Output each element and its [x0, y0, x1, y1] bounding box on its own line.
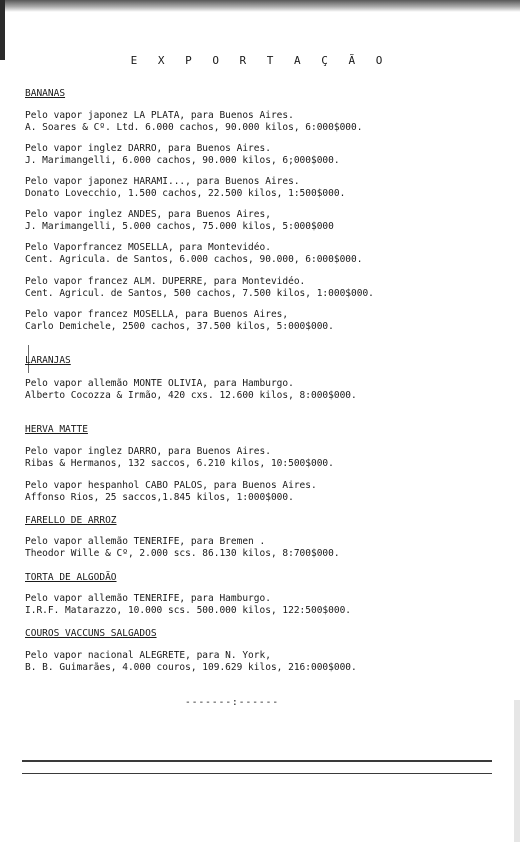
entry-line: Pelo vapor allemão TENERIFE, para Bremen . [25, 536, 266, 547]
section-heading-couros-vaccuns-salgados: COUROS VACCUNS SALGADOS [25, 628, 157, 639]
entry-line: Pelo vapor japonez HARAMI..., para Buenos Aires. [25, 176, 300, 187]
entry-line: I.R.F. Matarazzo, 10.000 scs. 500.000 kilos, 122:500$000. [25, 605, 352, 616]
entry-line: Cent. Agricul. de Santos, 500 cachos, 7.500 kilos, 1:000$000. [25, 288, 374, 299]
entry-line: Pelo vapor inglez DARRO, para Buenos Aires. [25, 143, 271, 154]
section-separator: -------:------ [185, 697, 280, 708]
document-title: E X P O R T A Ç Ã O [130, 54, 390, 67]
entry-line: Pelo vapor japonez LA PLATA, para Buenos Aires. [25, 110, 294, 121]
footer-rule [22, 773, 492, 774]
entry-line: Affonso Rios, 25 saccos,1.845 kilos, 1:000$000. [25, 492, 294, 503]
entry-line: Pelo vapor hespanhol CABO PALOS, para Buenos Aires. [25, 480, 317, 491]
entry-line: Carlo Demichele, 2500 cachos, 37.500 kilos, 5:000$000. [25, 321, 334, 332]
entry-line: Cent. Agricula. de Santos, 6.000 cachos, 90.000, 6:000$000. [25, 254, 363, 265]
section-heading-laranjas: LARANJAS [25, 355, 71, 366]
entry-line: Ribas & Hermanos, 132 saccos, 6.210 kilos, 10:500$000. [25, 458, 334, 469]
section-heading-bananas: BANANAS [25, 88, 66, 99]
entry-line: Pelo vapor allemão MONTE OLIVIA, para Hamburgo. [25, 378, 294, 389]
entry-line: A. Soares & Cº. Ltd. 6.000 cachos, 90.000 kilos, 6:000$000. [25, 122, 363, 133]
entry-line: Pelo vapor nacional ALEGRETE, para N. York, [25, 650, 271, 661]
entry-line: Donato Lovecchio, 1.500 cachos, 22.500 kilos, 1:500$000. [25, 188, 346, 199]
entry-line: Pelo vapor allemão TENERIFE, para Hamburgo. [25, 593, 271, 604]
entry-line: Pelo Vaporfrancez MOSELLA, para Montevidéo. [25, 242, 271, 253]
section-heading-herva-matte: HERVA MATTE [25, 424, 88, 435]
entry-line: Theodor Wille & Cº, 2.000 scs. 86.130 kilos, 8:700$000. [25, 548, 340, 559]
section-heading-farello-de-arroz: FARELLO DE ARROZ [25, 515, 117, 526]
entry-line: Pelo vapor inglez DARRO, para Buenos Aires. [25, 446, 271, 457]
entry-line: J. Marimangelli, 5.000 cachos, 75.000 kilos, 5:000$000 [25, 221, 334, 232]
entry-line: J. Marimangelli, 6.000 cachos, 90.000 kilos, 6;000$000. [25, 155, 340, 166]
entry-line: Pelo vapor inglez ANDES, para Buenos Aires, [25, 209, 271, 220]
entry-line: Alberto Cocozza & Irmão, 420 cxs. 12.600 kilos, 8:000$000. [25, 390, 357, 401]
scan-right-edge [514, 700, 520, 842]
section-heading-torta-de-algodao: TORTA DE ALGODÃO [25, 572, 117, 583]
entry-line: Pelo vapor francez MOSELLA, para Buenos Aires, [25, 309, 289, 320]
scan-top-edge [0, 0, 520, 12]
scan-left-mark [0, 0, 5, 60]
footer-rule [22, 760, 492, 762]
entry-line: B. B. Guimarães, 4.000 couros, 109.629 kilos, 216:000$000. [25, 662, 357, 673]
entry-line: Pelo vapor francez ALM. DUPERRE, para Montevidéo. [25, 276, 306, 287]
